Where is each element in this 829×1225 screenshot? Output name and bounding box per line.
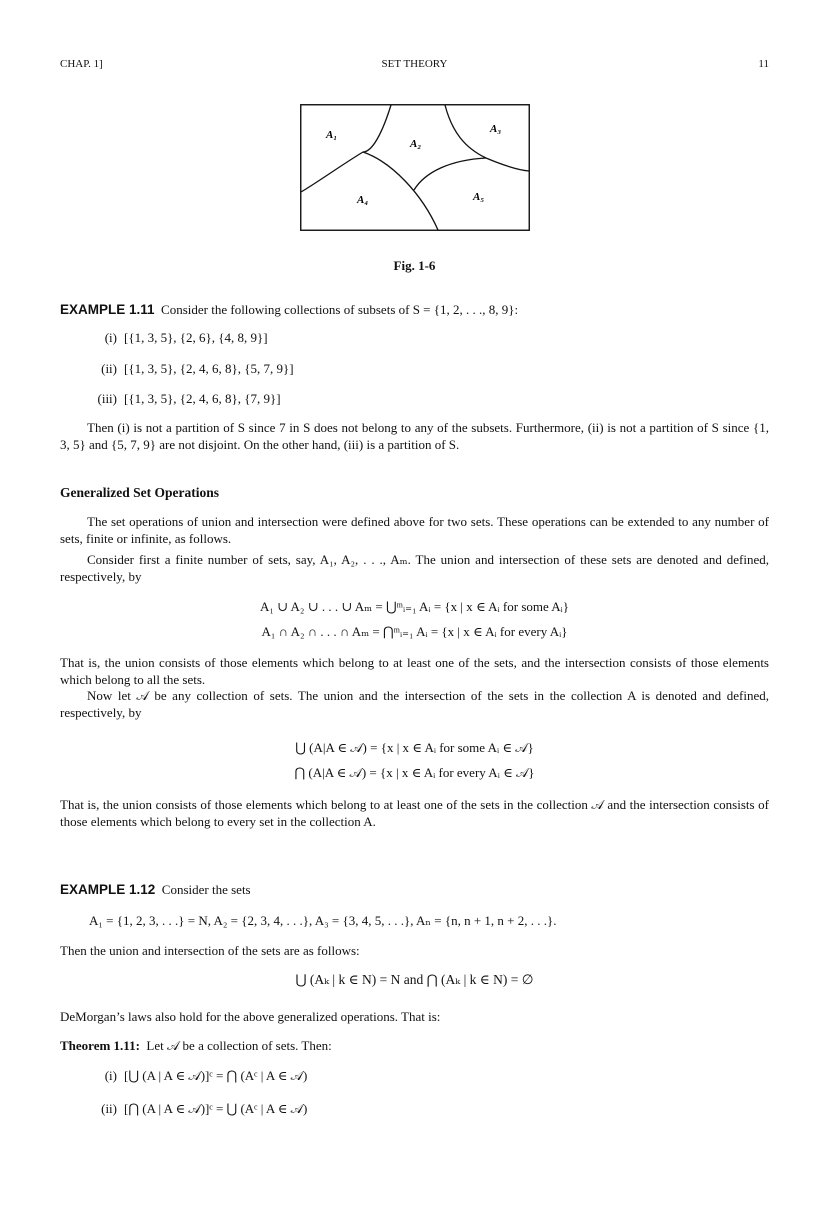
partition-diagram	[300, 104, 530, 231]
item-number: (iii)	[97, 391, 117, 406]
theorem-label: Theorem 1.11:	[60, 1038, 140, 1053]
paragraph: That is, the union consists of those elements which belong to at least one of the sets in the collection 𝒜 and the intersection consists of those elements which belong to every set in the collection A.	[60, 797, 769, 829]
list-item	[89, 391, 769, 407]
item-text: [{1, 3, 5}, {2, 4, 6, 8}, {7, 9}]	[124, 391, 281, 406]
paragraph: Consider first a finite number of sets, say, A₁, A₂, . . ., Aₘ. The union and intersection of these sets are denoted and defined, respectively, by	[60, 552, 769, 584]
equation-union-collection: ⋃ (A|A ∈ 𝒜) = {x | x ∈ Aᵢ for some Aᵢ ∈ 𝒜}	[295, 740, 534, 755]
example-label: EXAMPLE 1.11	[60, 302, 155, 317]
example-1-11-intro	[60, 302, 769, 319]
paragraph: DeMorgan’s laws also hold for the above generalized operations. That is:	[60, 1009, 441, 1024]
example-intro-text: Consider the following collections of subsets of S = {1, 2, . . ., 8, 9}:	[161, 302, 519, 317]
boundary-a2-a4	[363, 152, 438, 230]
theorem-text: Let 𝒜 be a collection of sets. Then:	[146, 1038, 332, 1053]
paragraph: That is, the union consists of those elements which belong to at least one of the sets, and the intersection consists of those elements which belong to all the sets.	[60, 655, 769, 687]
example-1-12-intro	[60, 882, 769, 899]
section-heading: Generalized Set Operations	[60, 485, 219, 500]
boundary-a2-a3	[445, 105, 529, 171]
equation-union-intersection: ⋃ (Aₖ | k ∈ N) = N and ⋂ (Aₖ | k ∈ N) = ∅	[295, 972, 534, 987]
example-1-12-sets: A₁ = {1, 2, 3, . . .} = N, A₂ = {2, 3, 4, . . .}, A₃ = {3, 4, 5, . . .}, Aₙ = {n, n + 1, n + 2, . . .}.	[89, 913, 557, 928]
example-1-11-conclusion: Then (i) is not a partition of S since 7 in S does not belong to any of the subsets. Furthermore, (ii) is not a partition of S since {1, 3, 5} and {5, 7, 9} are not disjoint. On the other hand, (iii) is a partition of S.	[60, 420, 769, 452]
item-number: (i)	[104, 330, 117, 345]
running-header	[60, 58, 769, 74]
boundary-a1-a4	[301, 105, 391, 192]
running-title: SET THEORY	[381, 58, 448, 70]
item-text: [{1, 3, 5}, {2, 4, 6, 8}, {5, 7, 9}]	[124, 361, 294, 376]
figure-caption: Fig. 1-6	[393, 258, 436, 273]
page-number: 11	[758, 58, 769, 70]
item-text: [{1, 3, 5}, {2, 6}, {4, 8, 9}]	[124, 330, 268, 345]
theorem-statement	[60, 1038, 769, 1055]
paragraph: Then the union and intersection of the sets are as follows:	[60, 943, 360, 958]
example-intro-text: Consider the sets	[161, 882, 251, 897]
item-text: [⋂ (A | A ∈ 𝒜)]ᶜ = ⋃ (Aᶜ | A ∈ 𝒜)	[124, 1101, 308, 1116]
boundary-a2-a5	[414, 158, 486, 190]
list-item	[89, 330, 769, 346]
paragraph: The set operations of union and intersection were defined above for two sets. These operations can be extended to any number of sets, finite or infinite, as follows.	[60, 514, 769, 546]
region-label-a1: A₁	[326, 129, 338, 141]
paragraph: Now let 𝒜 be any collection of sets. The union and the intersection of the sets in the collection A is denoted and defined, respectively, by	[60, 688, 769, 720]
region-label-a5: A₅	[473, 191, 485, 203]
example-label: EXAMPLE 1.12	[60, 882, 156, 897]
equation-intersection: A₁ ∩ A₂ ∩ . . . ∩ Aₘ = ⋂ᵐᵢ₌₁ Aᵢ = {x | x ∈ Aᵢ for every Aᵢ}	[261, 624, 568, 639]
item-number: (i)	[104, 1068, 117, 1083]
list-item	[89, 361, 769, 377]
chapter-label: CHAP. 1]	[60, 58, 103, 70]
list-item	[89, 1101, 769, 1117]
region-label-a2: A₂	[410, 138, 422, 150]
list-item	[89, 1068, 769, 1084]
item-text: [⋃ (A | A ∈ 𝒜)]ᶜ = ⋂ (Aᶜ | A ∈ 𝒜)	[124, 1068, 308, 1083]
equation-intersection-collection: ⋂ (A|A ∈ 𝒜) = {x | x ∈ Aᵢ for every Aᵢ ∈ 𝒜}	[294, 765, 535, 780]
region-label-a4: A₄	[357, 194, 369, 206]
item-number: (ii)	[101, 1101, 117, 1116]
item-number: (ii)	[101, 361, 117, 376]
region-label-a3: A₃	[490, 123, 502, 135]
equation-union: A₁ ∪ A₂ ∪ . . . ∪ Aₘ = ⋃ᵐᵢ₌₁ Aᵢ = {x | x ∈ Aᵢ for some Aᵢ}	[259, 599, 570, 614]
